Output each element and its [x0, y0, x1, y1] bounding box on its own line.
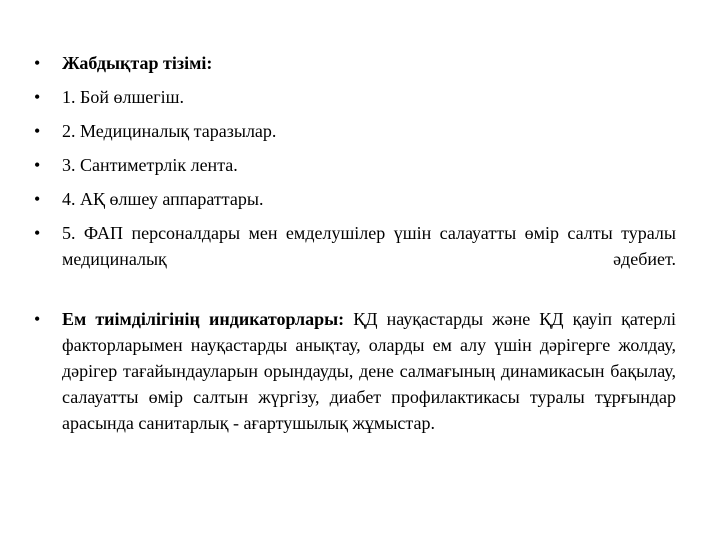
bullet-icon: • [34, 189, 41, 209]
list-item-text: 4. АҚ өлшеу аппараттары. [62, 189, 264, 209]
list-item-text: 2. Медициналық таразылар. [62, 121, 277, 141]
list-item [34, 186, 676, 212]
list-item [34, 152, 676, 178]
indicators-label: Ем тиімділігінің индикаторлары: [62, 309, 345, 329]
list-item [34, 118, 676, 144]
bullet-icon: • [34, 121, 41, 141]
equipment-heading: Жабдықтар тізімі: [62, 53, 213, 73]
list-item-heading [34, 50, 676, 76]
bullet-icon: • [34, 53, 41, 73]
bullet-icon: • [34, 309, 41, 329]
list-item [34, 220, 676, 272]
indicators-text: ҚД науқастарды және ҚД қауіп қатерлі факторларымен науқастарды анықтау, оларды ем алу үшін дәрігерге жолдау, дәрігер тағайындауларын орындауды, дене салмағының динамикасын бақылау, салауатты өмір салтын жүргізу, диабет профилактикасы туралы тұрғындар арасында санитарлық - ағартушылық жұмыстар. [62, 309, 676, 433]
bullet-icon: • [34, 223, 41, 243]
list-item [34, 84, 676, 110]
bullet-icon: • [34, 87, 41, 107]
list-item-text: 5. ФАП персоналдары мен емделушілер үшін салауатты өмір салты туралы медициналық әдебиет. [62, 223, 676, 269]
list-item-text: 1. Бой өлшегіш. [62, 87, 185, 107]
indicators-paragraph [62, 306, 676, 436]
spacer [34, 280, 676, 306]
bullet-icon: • [34, 155, 41, 175]
list-item-indicators [34, 306, 676, 436]
bullet-list [34, 50, 676, 444]
list-item-text: 3. Сантиметрлік лента. [62, 155, 238, 175]
